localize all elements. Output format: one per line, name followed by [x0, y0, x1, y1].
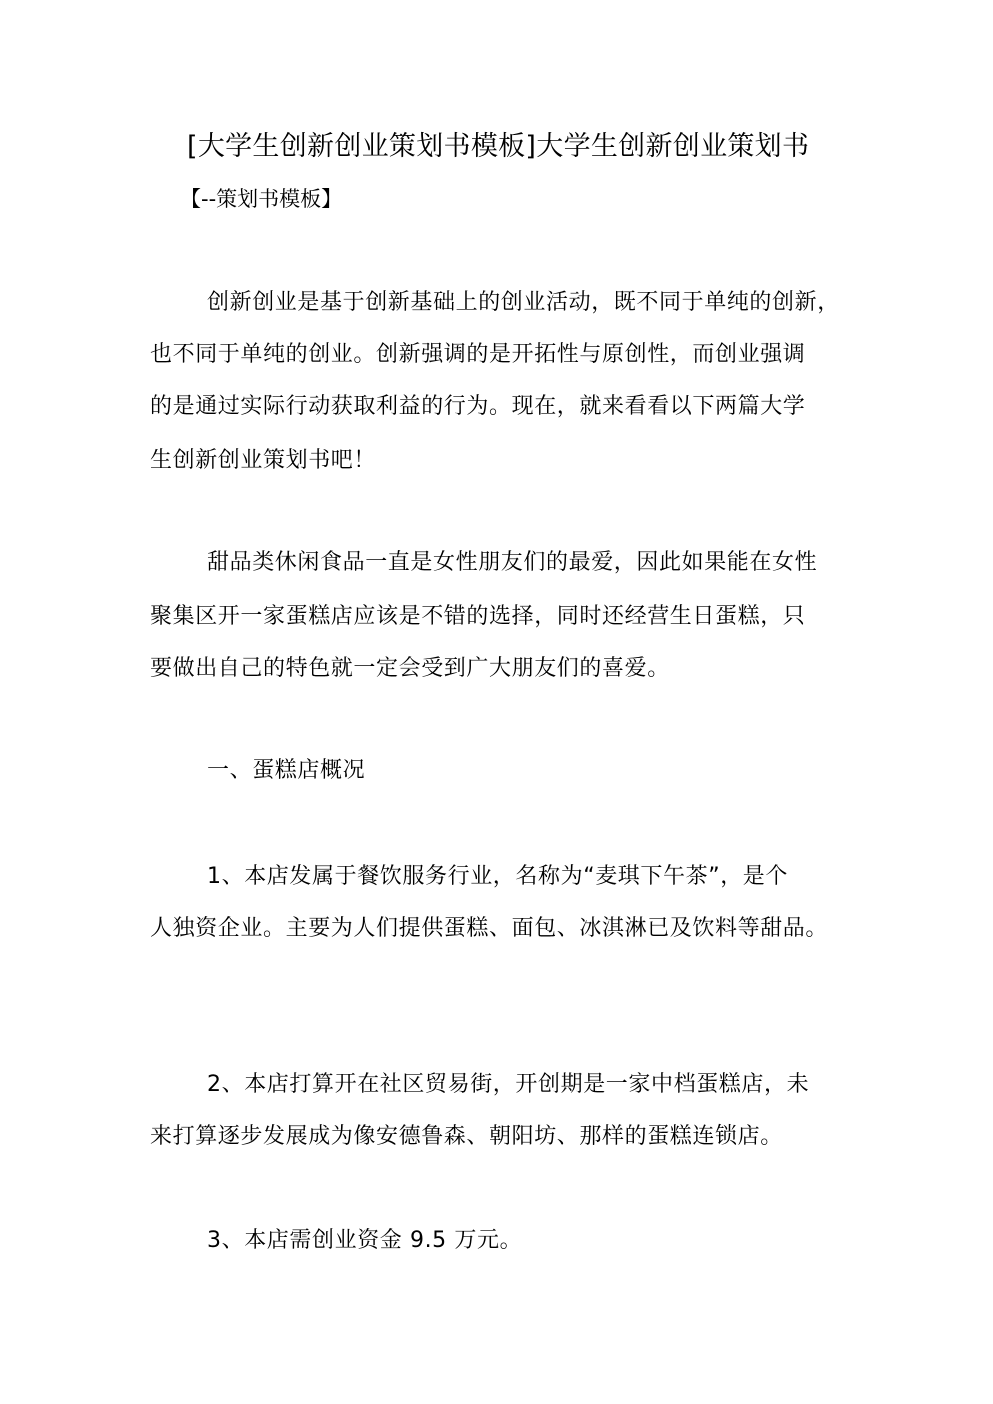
text-line: 的是通过实际行动获取利益的行为。现在，就来看看以下两篇大学 [150, 394, 806, 419]
text-line: 3、本店需创业资金 9.5 万元。 [207, 1228, 523, 1253]
text-line: 聚集区开一家蛋糕店应该是不错的选择，同时还经营生日蛋糕，只 [150, 604, 806, 629]
text-line: 生创新创业策划书吧！ [150, 448, 377, 473]
text-line: 也不同于单纯的创业。创新强调的是开拓性与原创性，而创业强调 [150, 342, 806, 367]
document-subtitle: 【--策划书模板】 [180, 187, 343, 211]
text-line: 甜品类休闲食品一直是女性朋友们的最爱，因此如果能在女性 [207, 550, 818, 575]
heading-text: 一、蛋糕店概况 [207, 758, 366, 783]
text-line: 来打算逐步发展成为像安德鲁森、朝阳坊、那样的蛋糕连锁店。 [150, 1124, 783, 1149]
text-line: 人独资企业。主要为人们提供蛋糕、面包、冰淇淋已及饮料等甜品。 [150, 916, 829, 941]
text-line: 创新创业是基于创新基础上的创业活动，既不同于单纯的创新， [207, 290, 840, 315]
text-line: 1、本店发属于餐饮服务行业，名称为“麦琪下午茶”，是个 [207, 864, 788, 889]
text-line: 2、本店打算开在社区贸易街，开创期是一家中档蛋糕店，未 [207, 1072, 810, 1097]
document-title: [大学生创新创业策划书模板]大学生创新创业策划书 [187, 131, 810, 162]
text-line: 要做出自己的特色就一定会受到广大朋友们的喜爱。 [150, 656, 670, 681]
